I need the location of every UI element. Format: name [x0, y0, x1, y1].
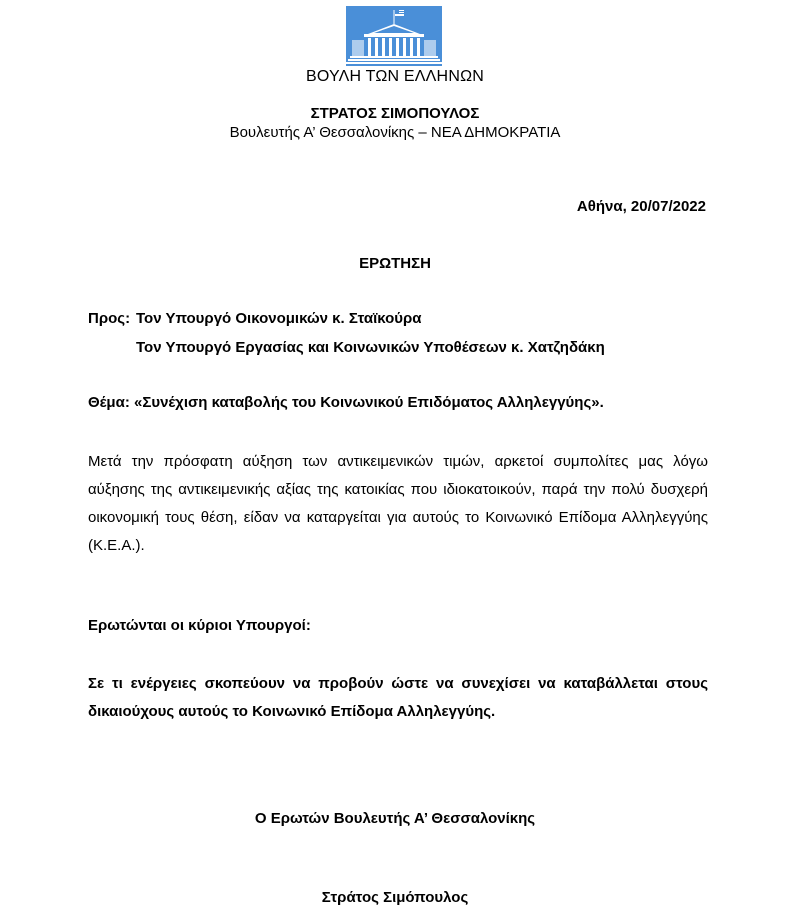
signature-title: Ο Ερωτών Βουλευτής Α’ Θεσσαλονίκης [254, 810, 536, 827]
mp-role: Βουλευτής Α’ Θεσσαλονίκης – ΝΕΑ ΔΗΜΟΚΡΑΤΙΑ [229, 124, 561, 141]
hellenic-parliament-emblem-icon [346, 6, 442, 66]
questions-heading: Ερωτώνται οι κύριοι Υπουργοί: [88, 617, 311, 634]
recipient-item: Τον Υπουργό Εργασίας και Κοινωνικών Υποθέσεων κ. Χατζηδάκη [136, 339, 605, 356]
subject-line: Θέμα: «Συνέχιση καταβολής του Κοινωνικού Επιδόματος Αλληλεγγύης». [88, 394, 604, 411]
document-type-title: ΕΡΩΤΗΣΗ [359, 255, 431, 272]
recipients-label: Προς: [88, 310, 131, 327]
signature-name: Στράτος Σιμόπουλος [321, 889, 469, 906]
mp-name: ΣΤΡΑΤΟΣ ΣΙΜΟΠΟΥΛΟΣ [310, 105, 480, 122]
question-paragraph: Σε τι ενέργειες σκοπεύουν να προβούν ώστε να συνεχίσει να καταβάλλεται στους δικαιούχους αυτούς το Κοινωνικό Επίδομα Αλληλεγγύης. [88, 675, 708, 720]
body-paragraph: Μετά την πρόσφατη αύξηση των αντικειμενικών τιμών, αρκετοί συμπολίτες μας λόγω αύξησης της αντικειμενικής αξίας της κατοικίας που ιδιοκατοικούν, παρά την πολύ δυσχερή οικονομική τους θέση, είδαν να καταργείται για αυτούς το Κοινωνικό Επίδομα Αλληλεγγύης (Κ.Ε.Α.). [88, 453, 708, 554]
document-date: Αθήνα, 20/07/2022 [576, 198, 706, 215]
recipient-item: Τον Υπουργό Οικονομικών κ. Σταϊκούρα [136, 310, 422, 327]
organization-name: ΒΟΥΛΗ ΤΩΝ ΕΛΛΗΝΩΝ [305, 68, 484, 85]
